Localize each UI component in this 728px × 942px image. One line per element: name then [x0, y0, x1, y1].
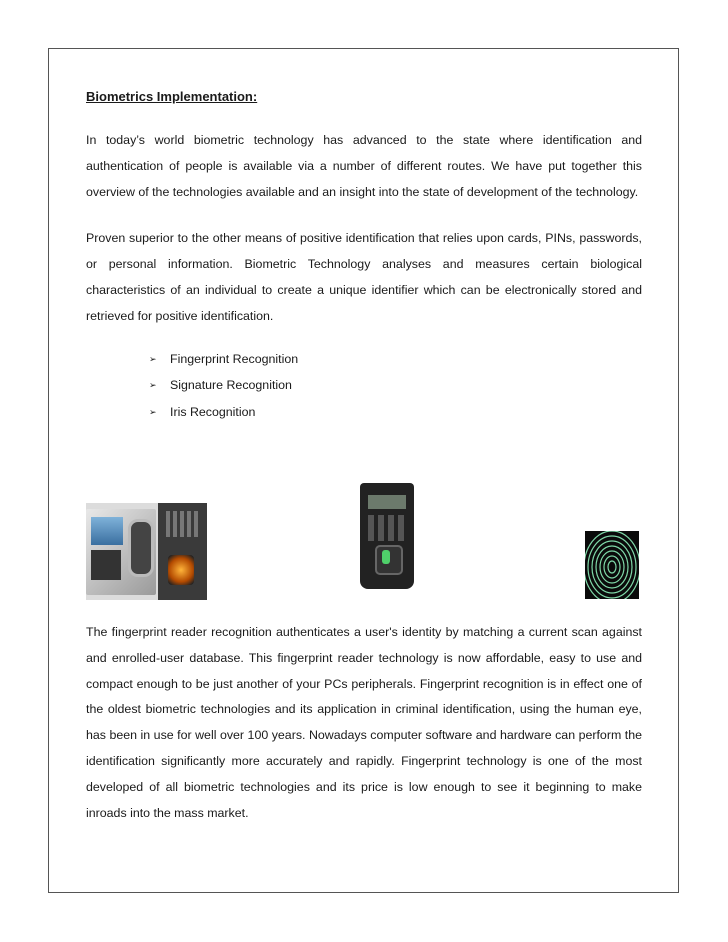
safe-screen [91, 517, 123, 545]
arrow-bullet-icon: ➢ [149, 353, 157, 364]
list-item [149, 346, 642, 373]
terminal-display [368, 495, 406, 509]
section-heading: Biometrics Implementation: [86, 89, 258, 104]
document-body [86, 88, 642, 820]
intro-paragraph: In today’s world biometric technology has advanced to the state where identification and authentication of people is available via a number of different routes. We have put together this overview of the technologies available and an insight into the state of development of the technology. [86, 133, 642, 199]
list-item [149, 399, 642, 426]
access-terminal-image [360, 483, 414, 589]
list-item-label: Iris Recognition [170, 404, 256, 419]
recognition-types-list [86, 346, 642, 426]
definition-paragraph: Proven superior to the other means of positive identification that relies upon cards, PINs, passwords, or personal information. Biometric Technology analyses and measures certain biological characteristics of an individual to create a unique identifier which can be electronically stored and retrieved for positive identification. [86, 231, 642, 323]
list-item [149, 372, 642, 399]
fingerprint-devices-image [86, 503, 207, 600]
reader-sensor [168, 555, 194, 585]
fingerprint-image [585, 531, 639, 599]
fingerprint-paragraph: The fingerprint reader recognition authenticates a user's identity by matching a current scan against and enrolled-user database. This fingerprint reader technology is now affordable, easy to use and compact enough to be just another of your PCs peripherals. Fingerprint recognition is in effect one of the oldest biometric technologies and its application in criminal identification, using the human eye, has been in use for well over 100 years. Nowadays computer software and hardware can perform the identification significantly more accurately and rapidly. Fingerprint technology is one of the most developed of all biometric technologies and its price is low enough to see it beginning to make inroads into the mass market. [86, 625, 642, 820]
terminal-keypad [368, 515, 406, 541]
list-item-label: Signature Recognition [170, 378, 292, 393]
fingerprint-scanner [128, 519, 154, 577]
safe-keypad [91, 550, 121, 580]
arrow-bullet-icon: ➢ [149, 380, 157, 391]
reader-keypad [166, 511, 198, 537]
terminal-sensor-light [382, 550, 390, 564]
fingerprint-icon [585, 531, 639, 599]
list-item-label: Fingerprint Recognition [170, 351, 299, 366]
arrow-bullet-icon: ➢ [149, 406, 157, 417]
